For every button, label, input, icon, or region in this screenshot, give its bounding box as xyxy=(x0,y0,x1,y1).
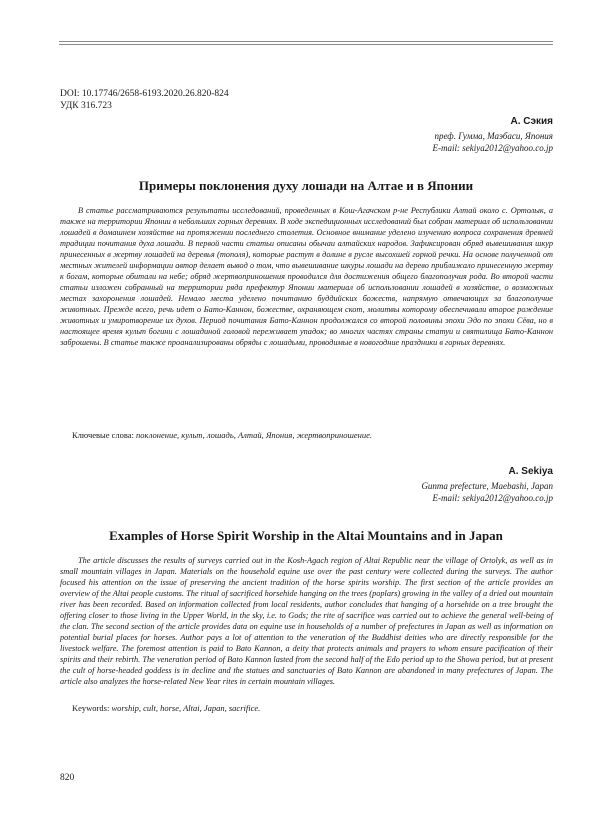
abstract-en: The article discusses the results of surveys carried out in the Kosh-Agach region of Altai Republic near the village of Ortolyk, as well as in small mountain villages in Japan. Materials on the household equine use over the past century were collected during the surveys. The author focused his attention on the issue of preserving the ancient tradition of the horse spirits worship. The first section of the article provides an overview of the Altai people customs. The ritual of sacrificed horsehide hanging on the trees (poplars) growing in the valley of a dried out mountain river has been recorded. Based on information collected from local residents, author concludes that hanging of a horsehide on a tree brought the offering closer to those living in the Upper World, in the sky, i.e. to Gods; the rite of sacrifice was carried out to achieve the general well-being of the clan. The second section of the article provides data on equine use in households of a number of prefectures in Japan as well as information on potential burial places for horses. Author pays a lot of attention to the veneration of the Buddhist deities who are directly responsible for the livestock welfare. The foremost attention is paid to Bato Kannon, a deity that protects animals and prayers to whom ensure pacification of their spirits and their rebirth. The veneration period of Bato Kannon lasted from the second half of the Edo period up to the Showa period, but at present the cult of horse-headed goddess is in decline and the statues and sanctuaries of Bato Kannon are abandoned in many prefectures of Japan. The article also analyzes the horse-related New Year rites in certain mountain villages. xyxy=(60,556,553,686)
affiliation-en: Gunma prefecture, Maebashi, Japan xyxy=(421,481,553,491)
header-rule-bottom xyxy=(59,44,553,45)
title-en: Examples of Horse Spirit Worship in the Altai Mountains and in Japan xyxy=(109,528,503,543)
keywords-label-en: Keywords: xyxy=(72,703,110,713)
keywords-ru xyxy=(72,430,372,440)
author-ru: А. Сэкия xyxy=(510,116,553,127)
keywords-en xyxy=(72,703,260,713)
author-en: A. Sekiya xyxy=(508,466,553,477)
article-identifiers xyxy=(60,89,229,112)
header-rule-top xyxy=(59,41,553,42)
affiliation-ru-block xyxy=(433,131,554,154)
email-ru: E-mail: sekiya2012@yahoo.co.jp xyxy=(432,142,553,153)
doi: DOI: 10.17746/2658-6193.2020.26.820-824 xyxy=(60,89,229,99)
title-ru: Примеры поклонения духу лошади на Алтае и в Японии xyxy=(138,178,474,193)
udc: УДК 316.723 xyxy=(60,100,112,111)
keywords-values-en: worship, cult, horse, Altai, Japan, sacrifice. xyxy=(111,703,261,713)
email-en: E-mail: sekiya2012@yahoo.co.jp xyxy=(432,492,553,503)
page-number: 820 xyxy=(60,773,75,783)
affiliation-ru: преф. Гумма, Маэбаси, Япония xyxy=(434,131,553,141)
abstract-ru: В статье рассматриваются результаты исследований, проведенных в Кош-Агачском р-не Республики Алтай около с. Ортолык, а также на территории Японии в небольших горных деревнях. В ходе экспедиционных исследований был собран материал об использовании лошадей в домашнем хозяйстве на протяжении последнего столетия. Основное внимание уделено изучению вопроса сохранения древней традиции почитания духа лошади. В первой части статьи описаны обычаи алтайских народов. Зафиксирован обряд вывешивания шкур принесенных в жертву лошадей на деревья (тополя), которые растут в долине в русле высохшей горной речки. На основе полученной от местных жителей информации автор делает вывод о том, что вывешивание шкуры лошади на дерево приближало принесенную жертву к богам, которые обитали на небе; обряд жертвоприношения проводился для достижения общего благополучия рода. Во второй части статьи изложен собранный на территории ряда префектур Японии материал об использовании лошадей в хозяйстве, о возможных местах захоронения лошадей. Немало места уделено почитанию буддийских божеств, напрямую отвечающих за благополучие животных. Прежде всего, речь идет о Бато-Каннон, божестве, охраняющем скот, молитвы которому обеспечивали второе рождение животных и умиротворение их духов. Период почитания Бато-Каннон продолжался со второй половины эпохи Эдо по эпохи Сёва, но в настоящее время культ богини с лошадиной головой переживает упадок; во многих частях страны статуи и святилища Бато-Каннон заброшены. В статье также проанализированы обряды с лошадьми, проводимые в новогодние праздники в горных деревнях. xyxy=(60,206,553,347)
keywords-values-ru: поклонение, культ, лошадь, Алтай, Япония, жертвоприношение. xyxy=(136,430,373,440)
affiliation-en-block xyxy=(421,481,553,504)
keywords-label-ru: Ключевые слова: xyxy=(72,430,134,440)
